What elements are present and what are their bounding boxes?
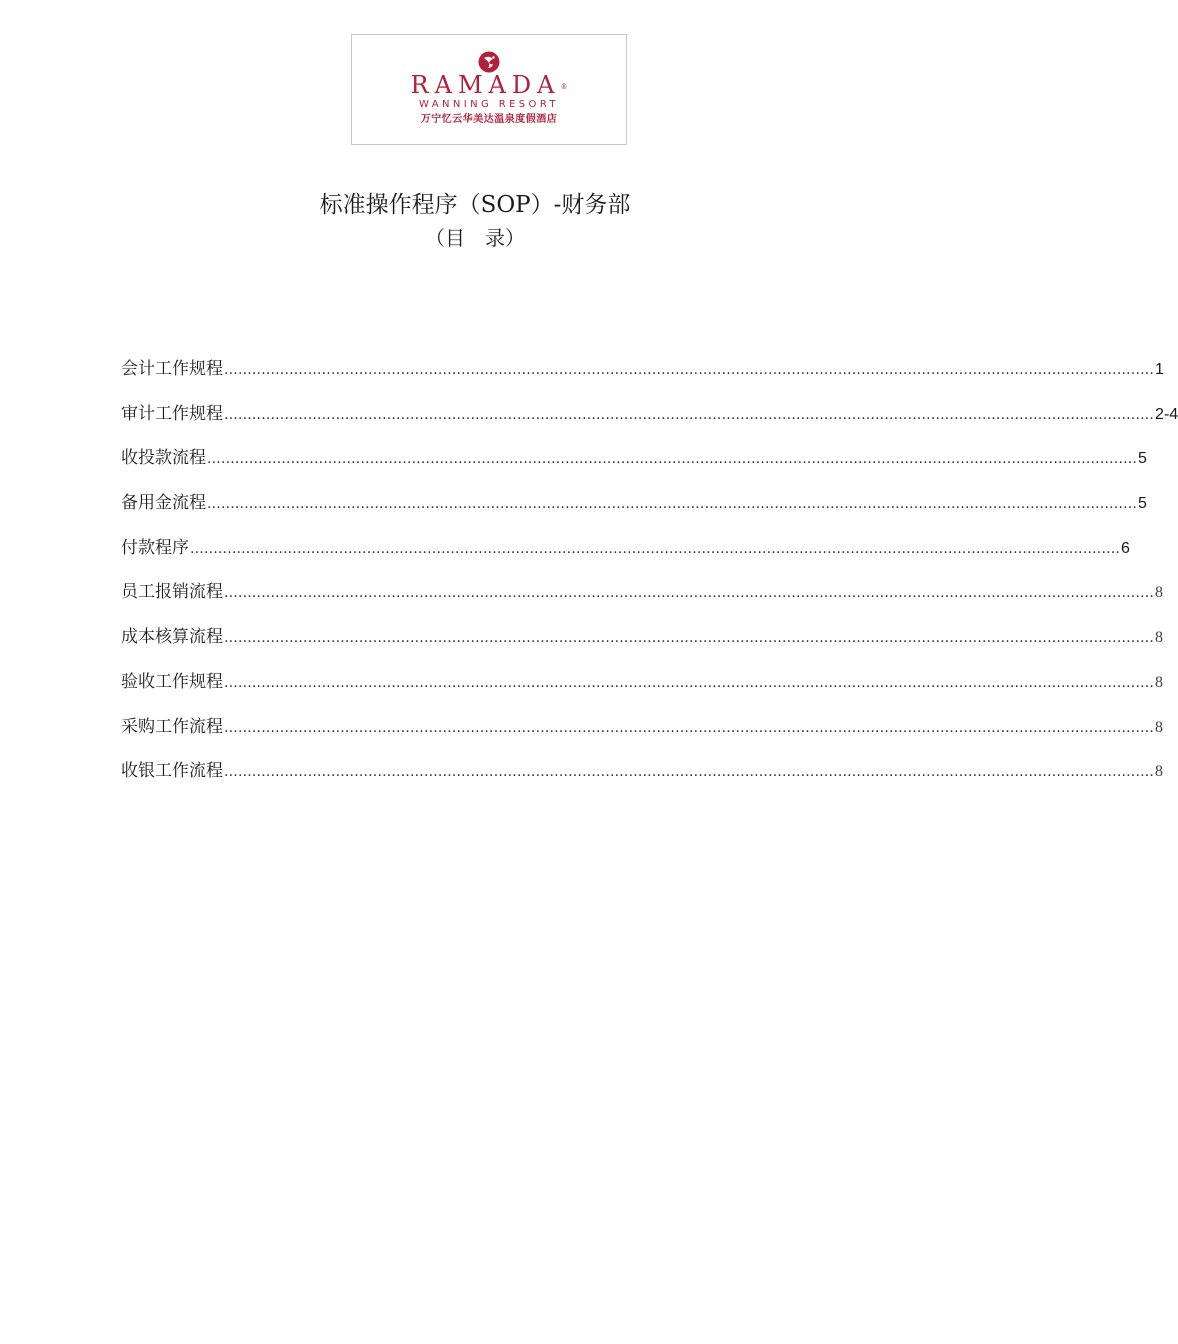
- toc-leader-dots: ........................................................................................................................................................................................................: [224, 674, 1155, 691]
- toc-leader-dots: ........................................................................................................................................................................................................: [224, 406, 1155, 423]
- toc-leader-dots: ........................................................................................................................................................................................................: [207, 496, 1138, 513]
- toc-entry-label: 员工报销流程: [121, 582, 223, 603]
- hotel-logo: [351, 34, 627, 145]
- toc-entry-page: 8: [1155, 763, 1164, 781]
- ramada-emblem-icon: [478, 51, 500, 73]
- toc-entry-page: 8: [1155, 584, 1164, 602]
- toc-entry-page: 8: [1155, 718, 1164, 736]
- toc-entry-label: 收银工作流程: [121, 761, 223, 782]
- toc-entry[interactable]: [121, 758, 1164, 803]
- toc-entry-label: 采购工作流程: [121, 716, 223, 737]
- toc-entry[interactable]: [121, 445, 1147, 490]
- document-title: 标准操作程序（SOP）-财务部: [319, 192, 631, 218]
- toc-entry[interactable]: [121, 356, 1164, 401]
- toc-entry[interactable]: [121, 624, 1164, 669]
- toc-leader-dots: ........................................................................................................................................................................................................: [224, 362, 1155, 378]
- toc-leader-dots: ........................................................................................................................................................................................................: [224, 719, 1155, 736]
- toc-entry-label: 验收工作规程: [121, 671, 223, 692]
- logo-subtitle: WANNING RESORT: [419, 99, 559, 110]
- toc-entry-label: 备用金流程: [121, 493, 206, 514]
- toc-entry[interactable]: [121, 535, 1130, 580]
- toc-entry-page: 5: [1138, 450, 1147, 468]
- toc-entry-page: 8: [1155, 629, 1164, 647]
- toc-entry[interactable]: [121, 490, 1147, 535]
- toc-entry-label: 收投款流程: [121, 448, 206, 469]
- logo-brand-name: RAMADA®: [410, 71, 568, 99]
- toc-entry-page: 1: [1155, 361, 1164, 378]
- toc-entry-page: 5: [1138, 495, 1147, 513]
- toc-entry-label: 成本核算流程: [121, 627, 223, 648]
- table-of-contents: [121, 356, 1178, 803]
- toc-entry-page: 6: [1121, 539, 1130, 557]
- toc-entry[interactable]: [121, 714, 1164, 759]
- toc-entry-label: 会计工作规程: [121, 359, 223, 379]
- logo-chinese-name: 万宁忆云华美达温泉度假酒店: [420, 114, 558, 125]
- toc-leader-dots: ........................................................................................................................................................................................................: [224, 630, 1155, 647]
- toc-leader-dots: ........................................................................................................................................................................................................: [190, 540, 1121, 557]
- toc-entry-label: 付款程序: [121, 537, 189, 558]
- toc-leader-dots: ........................................................................................................................................................................................................: [224, 585, 1155, 602]
- toc-entry-page: 2-4: [1155, 405, 1178, 423]
- toc-entry-page: 8: [1155, 673, 1164, 691]
- toc-leader-dots: ........................................................................................................................................................................................................: [224, 764, 1155, 781]
- toc-entry[interactable]: [121, 401, 1178, 446]
- toc-entry[interactable]: [121, 669, 1164, 714]
- toc-entry-label: 审计工作规程: [121, 403, 223, 424]
- document-subtitle: （目 录）: [425, 226, 525, 250]
- toc-leader-dots: ........................................................................................................................................................................................................: [207, 451, 1138, 468]
- toc-entry[interactable]: [121, 579, 1164, 624]
